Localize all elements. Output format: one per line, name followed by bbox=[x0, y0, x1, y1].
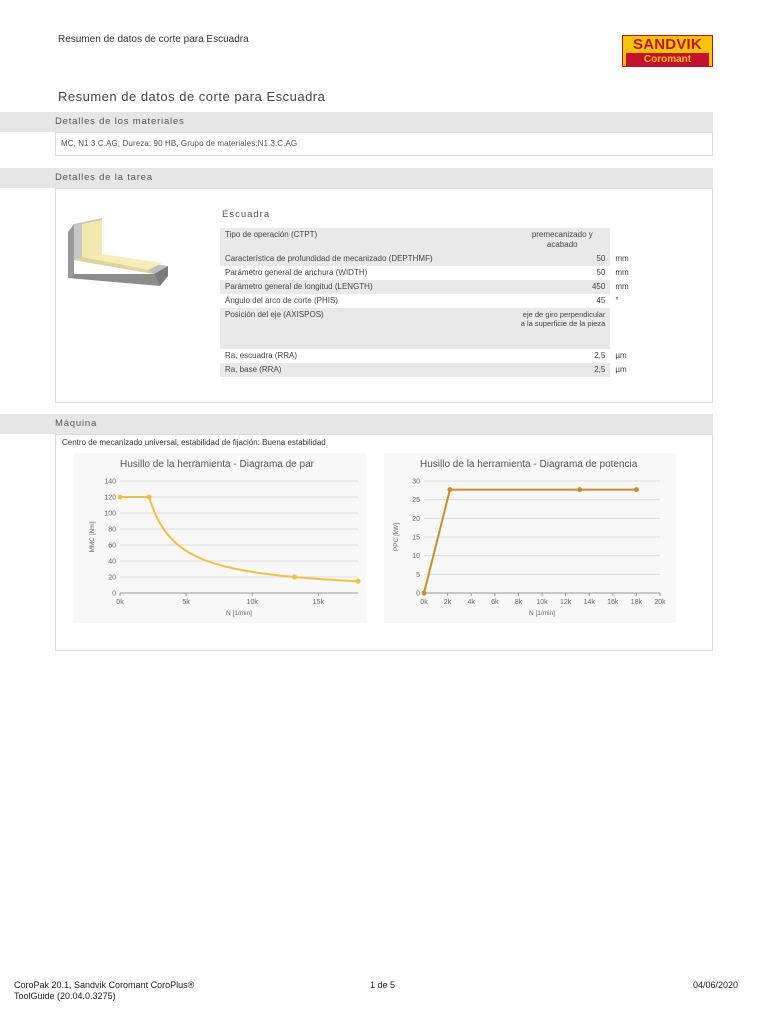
x-tick-label: 4k bbox=[467, 599, 475, 606]
param-row bbox=[220, 228, 640, 252]
x-tick-label: 10k bbox=[246, 599, 258, 606]
param-value: premecanizado y acabado bbox=[514, 228, 610, 252]
machine-description: Centro de mecanizado universal, estabilidad de fijación: Buena estabilidad bbox=[62, 438, 326, 447]
data-point bbox=[422, 591, 427, 596]
param-unit: µm bbox=[615, 351, 627, 360]
torque-chart bbox=[74, 453, 366, 623]
param-label: Posición del eje (AXISPOS) bbox=[220, 308, 514, 349]
param-unit bbox=[610, 308, 640, 349]
data-point bbox=[356, 579, 361, 584]
y-axis-label: PPC [kW] bbox=[393, 522, 400, 552]
x-tick-label: 0k bbox=[420, 599, 428, 606]
machine-section-header bbox=[0, 414, 713, 434]
x-tick-label: 15k bbox=[312, 599, 324, 606]
y-tick-label: 25 bbox=[412, 497, 420, 505]
power-chart bbox=[384, 453, 676, 623]
param-row bbox=[220, 308, 640, 349]
y-tick-label: 10 bbox=[412, 553, 420, 561]
data-point bbox=[118, 495, 123, 500]
param-unit: ° bbox=[615, 296, 619, 305]
page-number: 1 de 5 bbox=[370, 980, 396, 990]
x-axis-label: N [1/min] bbox=[528, 610, 556, 617]
y-tick-label: 60 bbox=[108, 542, 116, 550]
chart-title: Husillo de la herramienta - Diagrama de potencia bbox=[420, 459, 638, 470]
param-value: 2,5 bbox=[594, 351, 606, 360]
param-row bbox=[220, 363, 640, 377]
param-label: Ra, base (RRA) bbox=[220, 363, 514, 377]
data-point bbox=[147, 495, 152, 500]
y-tick-label: 80 bbox=[108, 526, 116, 534]
param-row bbox=[220, 266, 640, 280]
y-tick-label: 15 bbox=[412, 534, 420, 542]
y-tick-label: 20 bbox=[108, 574, 116, 582]
materials-section-header bbox=[0, 112, 713, 132]
param-value: 50 bbox=[596, 268, 606, 277]
param-unit: µm bbox=[615, 365, 627, 374]
x-tick-label: 14k bbox=[583, 599, 595, 606]
x-tick-label: 5k bbox=[182, 599, 190, 606]
footer-date: 04/06/2020 bbox=[693, 980, 739, 990]
param-row bbox=[220, 280, 640, 294]
y-axis-label: MMC [Nm] bbox=[89, 521, 96, 553]
param-value: eje de giro perpendicular a la superficie de la pieza bbox=[514, 308, 610, 349]
param-unit: mm bbox=[615, 282, 629, 291]
param-row bbox=[220, 349, 640, 363]
param-value: 2,5 bbox=[514, 363, 610, 377]
x-axis-label: N [1/min] bbox=[225, 610, 253, 617]
x-tick-label: 8k bbox=[514, 599, 523, 606]
chart-background bbox=[384, 453, 676, 623]
task-parameters-table bbox=[220, 228, 640, 377]
y-tick-label: 20 bbox=[412, 515, 420, 523]
task-subtitle: Escuadra bbox=[222, 209, 271, 220]
footer-software-line2: ToolGuide (20.04.0.3275) bbox=[14, 991, 116, 1001]
data-point bbox=[577, 487, 582, 492]
param-unit: mm bbox=[615, 268, 629, 277]
x-tick-label: 18k bbox=[630, 599, 643, 606]
task-section-label: Detalles de la tarea bbox=[55, 172, 153, 183]
materials-section-label: Detalles de los materiales bbox=[55, 116, 185, 127]
param-label: Tipo de operación (CTPT) bbox=[220, 228, 514, 252]
task-section-header bbox=[0, 168, 713, 188]
x-tick-label: 10k bbox=[536, 599, 548, 606]
document-header-title: Resumen de datos de corte para Escuadra bbox=[58, 34, 249, 45]
y-tick-label: 100 bbox=[104, 510, 116, 518]
logo-subbrand: Coromant bbox=[626, 53, 709, 66]
y-tick-label: 40 bbox=[108, 558, 116, 566]
machine-section-label: Máquina bbox=[55, 418, 98, 429]
data-point bbox=[634, 487, 639, 492]
param-label: Característica de profundidad de mecanizado (DEPTHMF) bbox=[220, 252, 514, 266]
param-value: 45 bbox=[596, 296, 606, 305]
param-label: Parámetro general de longitud (LENGTH) bbox=[220, 280, 514, 294]
param-unit: mm bbox=[615, 254, 629, 263]
y-tick-label: 5 bbox=[416, 571, 420, 579]
param-label: Ra, escuadra (RRA) bbox=[225, 351, 298, 360]
x-tick-label: 0k bbox=[116, 599, 124, 606]
square-shoulder-3d-image bbox=[62, 210, 177, 290]
param-row bbox=[220, 252, 640, 266]
y-tick-label: 140 bbox=[104, 478, 116, 486]
x-tick-label: 2k bbox=[443, 599, 452, 606]
footer-software bbox=[14, 980, 194, 1002]
sandvik-coromant-logo bbox=[622, 35, 713, 67]
y-tick-label: 0 bbox=[112, 590, 116, 598]
y-tick-label: 30 bbox=[412, 478, 420, 486]
param-unit bbox=[610, 228, 640, 252]
y-tick-label: 0 bbox=[416, 590, 420, 598]
footer-software-line1: CoroPak 20.1, Sandvik Coromant CoroPlus® bbox=[14, 980, 195, 990]
y-tick-label: 120 bbox=[104, 494, 116, 502]
materials-text: MC, N1.3.C.AG, Dureza: 90 HB, Grupo de materiales:N1.3.C.AG bbox=[61, 139, 298, 148]
param-label: Parámetro general de anchura (WIDTH) bbox=[225, 268, 368, 277]
x-tick-label: 20k bbox=[654, 599, 666, 606]
param-value: 50 bbox=[514, 252, 610, 266]
param-value: 450 bbox=[514, 280, 610, 294]
x-tick-label: 16k bbox=[607, 599, 619, 606]
param-label: Ángulo del arco de corte (PHIS) bbox=[225, 296, 338, 305]
param-row bbox=[220, 294, 640, 308]
x-tick-label: 12k bbox=[559, 599, 572, 606]
data-point bbox=[447, 487, 452, 492]
chart-title: Husillo de la herramienta - Diagrama de par bbox=[120, 459, 314, 470]
x-tick-label: 6k bbox=[491, 599, 499, 606]
chart-background bbox=[74, 453, 366, 623]
page-title: Resumen de datos de corte para Escuadra bbox=[58, 89, 326, 104]
logo-brand: SANDVIK bbox=[633, 36, 702, 53]
data-point bbox=[292, 575, 297, 580]
